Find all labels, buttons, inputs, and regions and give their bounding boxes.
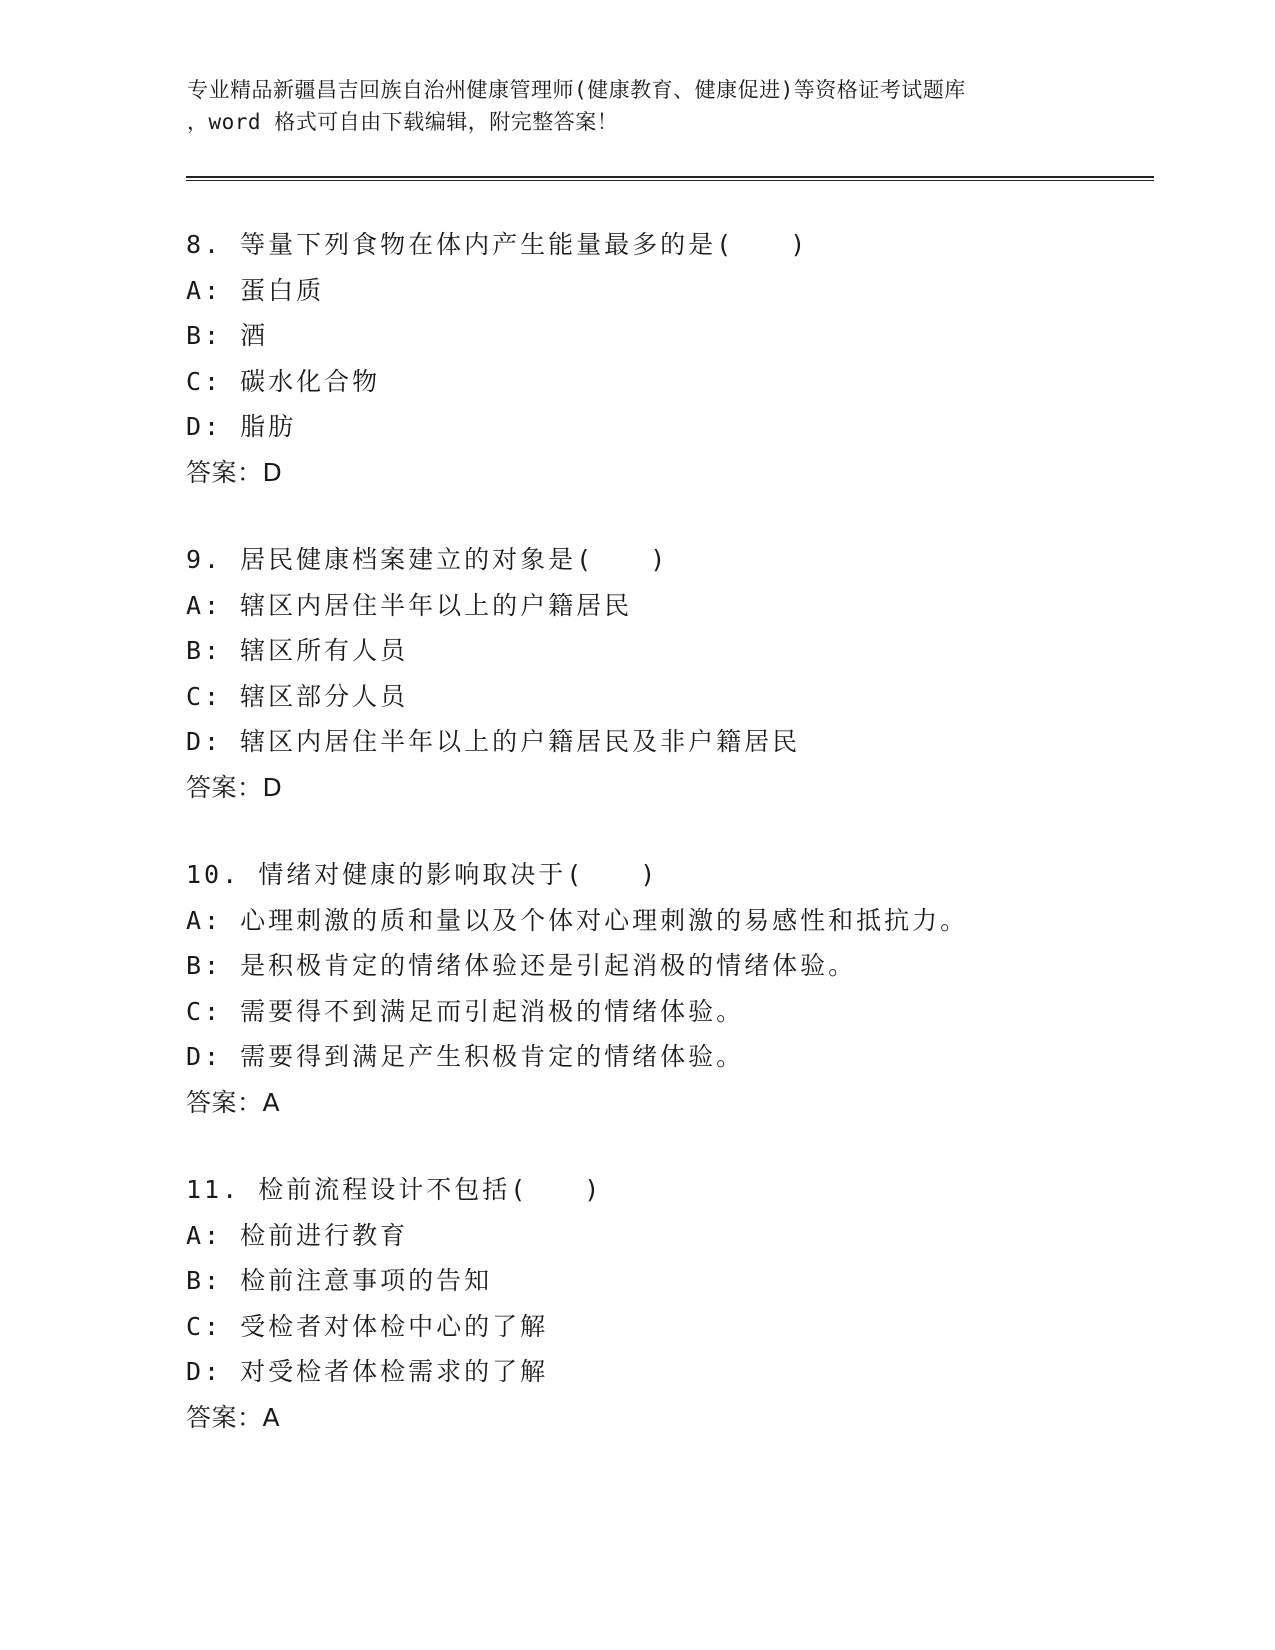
option-d: D: 对受检者体检需求的了解 xyxy=(186,1357,549,1386)
option-c: C: 需要得不到满足而引起消极的情绪体验。 xyxy=(186,996,745,1026)
header-subtitle-line: ，word 格式可自由下载编辑，附完整答案！ xyxy=(187,110,619,134)
option-d: D: 辖区内居住半年以上的户籍居民及非户籍居民 xyxy=(186,727,801,756)
option-b: B: 是积极肯定的情绪体验还是引起消极的情绪体验。 xyxy=(186,951,857,980)
document-header xyxy=(187,74,1087,138)
answer-line: 答案：D xyxy=(186,457,283,487)
option-b: B: 酒 xyxy=(186,321,269,350)
option-c: C: 受检者对体检中心的了解 xyxy=(186,1311,549,1341)
question-block xyxy=(186,1167,1186,1440)
header-divider xyxy=(186,176,1154,181)
question-stem: 10. 情绪对健康的影响取决于( ) xyxy=(186,860,659,889)
option-c: C: 碳水化合物 xyxy=(186,366,381,396)
option-d: D: 需要得到满足产生积极肯定的情绪体验。 xyxy=(186,1042,745,1071)
option-a: A: 检前进行教育 xyxy=(186,1220,409,1250)
question-stem: 8. 等量下列食物在体内产生能量最多的是( ) xyxy=(186,230,809,259)
answer-line: 答案：A xyxy=(186,1087,281,1117)
option-b: B: 检前注意事项的告知 xyxy=(186,1266,493,1295)
header-title-line: 专业精品新疆昌吉回族自治州健康管理师(健康教育、健康促进)等资格证考试题库 xyxy=(187,78,966,102)
option-b: B: 辖区所有人员 xyxy=(186,636,409,665)
option-a: A: 辖区内居住半年以上的户籍居民 xyxy=(186,590,633,620)
option-c: C: 辖区部分人员 xyxy=(186,681,409,711)
option-a: A: 心理刺激的质和量以及个体对心理刺激的易感性和抵抗力。 xyxy=(186,905,969,935)
question-block xyxy=(186,537,1186,810)
question-block xyxy=(186,222,1186,495)
option-a: A: 蛋白质 xyxy=(186,275,325,305)
option-d: D: 脂肪 xyxy=(186,412,297,441)
answer-line: 答案：D xyxy=(186,772,283,802)
question-stem: 11. 检前流程设计不包括( ) xyxy=(186,1175,603,1204)
answer-line: 答案：A xyxy=(186,1402,281,1432)
question-stem: 9. 居民健康档案建立的对象是( ) xyxy=(186,545,669,574)
question-block xyxy=(186,852,1186,1125)
